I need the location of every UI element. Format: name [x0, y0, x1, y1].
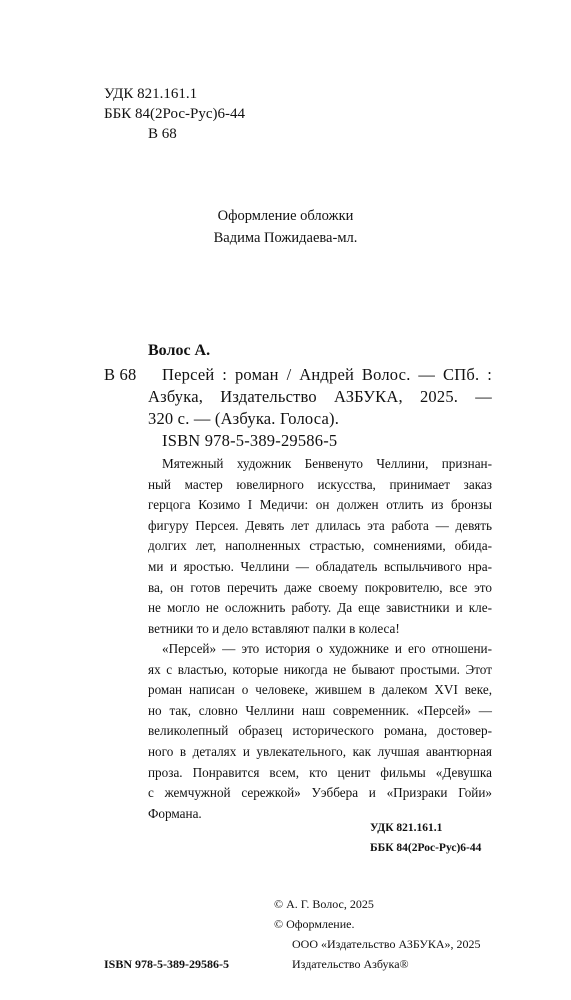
copyright-line1: © А. Г. Волос, 2025 — [274, 897, 374, 911]
bib-line2: Азбука, Издательство АЗБУКА, 2025. — — [148, 387, 492, 406]
copyright-line2: © Оформление. — [274, 917, 355, 931]
bib-line1: Персей : роман / Андрей Волос. — СПб. : — [162, 365, 492, 384]
annotation-line: роман написан о человеке, жившем в далеком XVI веке, — [148, 682, 492, 698]
annotation-line: герцога Козимо I Медичи: он должен отлить из бронзы — [148, 497, 492, 513]
small-udk-code: УДК 821.161.1 — [370, 822, 443, 834]
author-index: В 68 — [148, 126, 177, 142]
udk-code: УДК 821.161.1 — [104, 86, 198, 102]
annotation-line: ях с властью, которые никогда не бывают простыми. Этот — [148, 661, 492, 677]
bib-line3: 320 с. — (Азбука. Голоса). — [148, 409, 340, 428]
annotation-line: Формана. — [148, 805, 202, 821]
annotation-line: великолепный образец исторического романа, достовер- — [148, 723, 492, 739]
annotation-line: ва, он готов перечить даже своему покровителю, все это — [148, 579, 492, 595]
annotation-line: фигуру Персея. Девять лет длилась эта работа — девять — [148, 517, 492, 533]
cover-credit-line1: Оформление обложки — [217, 208, 354, 224]
copyright-line4: Издательство Азбука® — [292, 957, 409, 971]
annotation-paragraph-1 — [148, 454, 492, 639]
annotation-line: долгих лет, наполненных страстью, сомнениями, обида- — [148, 538, 492, 554]
bbk-code: ББК 84(2Рос-Рус)6-44 — [104, 106, 245, 122]
isbn-bottom: ISBN 978-5-389-29586-5 — [104, 957, 229, 971]
annotation-line: ветники то и дело вставляют палки в колеса! — [148, 620, 400, 636]
annotation-line: Мятежный художник Бенвенуто Челлини, признан- — [162, 456, 492, 471]
annotation-line: ного в деталях и увлекательного, как лучшая авантюрная — [148, 743, 492, 759]
annotation-line: ми и яростью. Челлини — обладатель вспыльчивого нра- — [148, 558, 492, 574]
bib-isbn: ISBN 978-5-389-29586-5 — [162, 431, 338, 450]
bib-author: Волос А. — [148, 342, 211, 359]
bib-index: В 68 — [104, 365, 137, 384]
copyright-line3: ООО «Издательство АЗБУКА», 2025 — [292, 937, 481, 951]
annotation-line: ный мастер ювелирного искусства, принимает заказ — [148, 476, 492, 492]
annotation-line: с жемчужной сережкой» Уэббера и «Призраки Гойи» — [148, 785, 492, 801]
annotation-line: проза. Понравится всем, кто ценит фильмы «Девушка — [148, 764, 492, 780]
annotation-line: но так, словно Челлини наш современник. «Персей» — — [148, 702, 492, 718]
cover-credit-line2: Вадима Пожидаева-мл. — [213, 230, 358, 246]
small-bbk-code: ББК 84(2Рос-Рус)6-44 — [370, 842, 482, 854]
annotation-line: «Персей» — это история о художнике и его отношени- — [162, 641, 492, 656]
annotation-line: не могло не осложнить работу. Да еще завистники и кле- — [148, 600, 492, 616]
annotation-paragraph-2 — [148, 639, 492, 824]
